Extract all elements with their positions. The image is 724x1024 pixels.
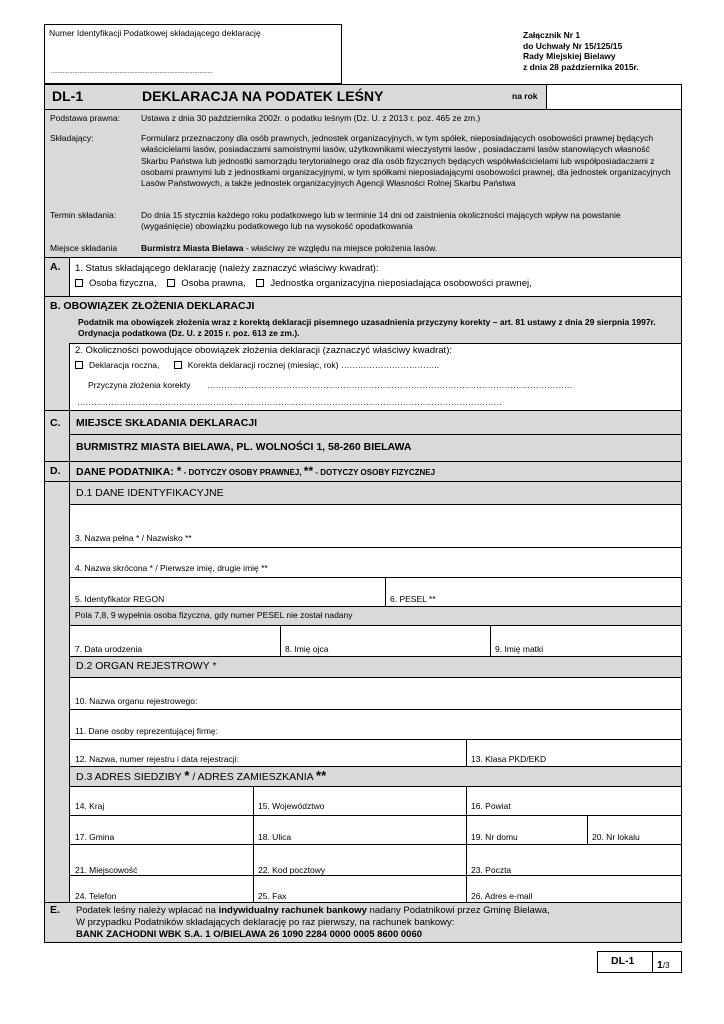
section-e-line1 [76, 905, 550, 916]
section-d-note1: - DOTYCZY OSOBY PRAWNEJ, [181, 468, 304, 477]
label-flat-no: 20. Nr lokalu [592, 832, 640, 842]
legal-basis-label: Podstawa prawna: [50, 113, 120, 123]
deadline-text: Do dnia 15 stycznia każdego roku podatkowego lub w terminie 14 dni od zaistnienia okoliczności mających wpływ na powstanie (wygaśnięcie) obowiązku podatkowego lub na wysokość opodatkowania [141, 210, 621, 232]
section-d-star2: ** [303, 464, 314, 478]
section-e-letter: E. [50, 904, 60, 916]
nip-dots: ................................................................................................. [51, 69, 213, 75]
section-e-line2: W przypadku Podatników składających deklarację po raz pierwszy, na rachunek bankowy: [76, 917, 455, 928]
note-fields-7-9: Pola 7,8, 9 wypełnia osoba fizyczna, gdy numer PESEL nie został nadany [75, 610, 353, 620]
checkbox-natural-person[interactable] [75, 279, 83, 287]
label-mother-name: 9. Imię matki [495, 644, 544, 654]
section-b-note: Podatnik ma obowiązek złożenia wraz z korektą deklaracji pisemnego uzasadnienia przyczyny korekty – art. 81 ustawy z dnia 29 sierpnia 1997r. Ordynacja podatkowa (Dz. U. z 2015 r. poz. 613 ze zm.). [78, 317, 656, 338]
section-c-address: BURMISTRZ MIASTA BIELAWA, PL. WOLNOŚCI 1, 58-260 BIELAWA [76, 441, 412, 453]
place-bold: Burmistrz Miasta Bielawa [141, 243, 244, 253]
label-representative: 11. Dane osoby reprezentującej firmę: [75, 726, 219, 736]
label-locality: 21. Miejscowość [75, 865, 138, 875]
d3-title-b: / ADRES ZAMIESZKANIA [189, 771, 317, 783]
checkbox-legal-person[interactable] [167, 279, 175, 287]
annex-line-1: Załącznik Nr 1 [523, 30, 581, 40]
label-registry-organ: 10. Nazwa organu rejestrowego: [75, 696, 198, 706]
section-c-letter: C. [50, 417, 61, 429]
footer-page-total: /3 [662, 961, 670, 970]
label-post-office: 23. Poczta [471, 865, 512, 875]
label-voivodeship: 15. Województwo [258, 801, 325, 811]
section-d-title-text: DANE PODATNIKA: [76, 466, 177, 478]
status-label: 1. Status składającego deklarację (należy zaznaczyć właściwy kwadrat): [75, 263, 379, 274]
e-line1-c: nadany Podatnikowi przez Gminę Bielawa, [366, 905, 550, 916]
d2-title: D.2 ORGAN REJESTROWY * [76, 660, 217, 672]
annex-line-4: z dnia 28 października 2015r. [523, 61, 639, 72]
deadline-label: Termin składania: [50, 210, 117, 220]
section-d-title [76, 464, 435, 478]
status-options [75, 278, 532, 289]
section-b-title: B. OBOWIĄZEK ZŁOŻENIA DEKLARACJI [50, 300, 255, 312]
label-birth-date: 7. Data urodzenia [75, 644, 143, 654]
d3-star2: ** [316, 768, 327, 783]
label-street: 18. Ulica [258, 832, 292, 842]
year-label: na rok [512, 91, 538, 101]
label-full-name: 3. Nazwa pełna * / Nazwisko ** [75, 533, 192, 543]
label-email: 26. Adres e-mail [471, 891, 533, 901]
annex-line-3: Rady Miejskiej Bielawy [523, 51, 616, 61]
label-pkd: 13. Klasa PKD/EKD [471, 754, 547, 764]
place-text [141, 243, 437, 253]
nip-label: Numer Identyfikacji Podatkowej składającego deklarację [49, 28, 261, 38]
label-regon: 5. Identyfikator REGON [75, 594, 165, 604]
footer-code: DL-1 [611, 955, 635, 967]
year-field[interactable] [547, 85, 681, 109]
label-father-name: 8. Imię ojca [285, 644, 329, 654]
section-d-star1: * [176, 464, 182, 478]
checkbox-org-unit[interactable] [256, 279, 264, 287]
opt-org-unit: Jednostka organizacyjna nieposiadająca osobowości prawnej, [270, 278, 532, 289]
place-rest: - właściwy ze względu na miejsce położenia lasów. [243, 243, 438, 253]
label-short-name: 4. Nazwa skrócona * / Pierwsze imię, drugie imię ** [75, 563, 268, 573]
section-d-note2: - DOTYCZY OSOBY FIZYCZNEJ [313, 468, 436, 477]
reason-dots-2[interactable]: …………………………………………………………………………………………………………………………………… [77, 397, 502, 407]
annex-line-2: do Uchwały Nr 15/125/15 [523, 40, 623, 51]
e-line1-a: Podatek leśny należy wpłacać na [76, 905, 219, 916]
label-phone: 24. Telefon [75, 891, 117, 901]
opt-annual: Deklaracja roczna, [89, 360, 160, 370]
checkbox-correction[interactable] [174, 361, 182, 369]
section-d-letter: D. [50, 465, 61, 477]
footer-page-no: 1 [657, 959, 663, 971]
footer-page [657, 955, 670, 973]
annex-info [523, 30, 639, 72]
section-a-letter: A. [50, 261, 61, 273]
nip-box[interactable] [44, 24, 342, 84]
label-fax: 25. Fax [258, 891, 287, 901]
label-pesel: 6. PESEL ** [390, 594, 436, 604]
label-registry-details: 12. Nazwa, numer rejestru i data rejestracji: [75, 754, 239, 764]
d3-title [76, 768, 326, 783]
opt-natural-person: Osoba fizyczna, [89, 278, 157, 289]
opt-correction: Korekta deklaracji rocznej (miesiąc, rok) …………………………….. [187, 360, 440, 370]
legal-basis-text: Ustawa z dnia 30 października 2002r. o podatku leśnym (Dz. U. z 2013 r. poz. 465 ze zm.) [141, 113, 481, 123]
label-commune: 17. Gmina [75, 832, 115, 842]
checkbox-annual[interactable] [75, 361, 83, 369]
reason-dots[interactable]: ………………………………………………………………………………………………………………… [207, 380, 573, 390]
circumstances-label: 2. Okoliczności powodujące obowiązek złożenia deklaracji (zaznaczyć właściwy kwadrat): [75, 345, 452, 356]
reason-label: Przyczyna złożenia korekty [88, 380, 191, 390]
place-label: Miejsce składania [50, 243, 118, 253]
e-line1-b: indywidualny rachunek bankowy [218, 905, 367, 916]
form-code: DL-1 [52, 88, 84, 104]
label-county: 16. Powiat [471, 801, 511, 811]
label-house-no: 19. Nr domu [471, 832, 518, 842]
d1-title: D.1 DANE IDENTYFIKACYJNE [76, 487, 224, 499]
section-e-account: BANK ZACHODNI WBK S.A. 1 O/BIELAWA 26 1090 2284 0000 0005 8600 0060 [76, 929, 423, 940]
label-postal-code: 22. Kod pocztowy [258, 865, 326, 875]
form-title: DEKLARACJA NA PODATEK LEŚNY [142, 88, 384, 104]
circumstances-options [75, 360, 439, 370]
filer-text: Formularz przeznaczony dla osób prawnych, jednostek organizacyjnych, w tym spółek, nieposiadających osobowości prawnej będących właścicielami lasów, posiadaczami samoistnymi lasów, użytkownikami wieczystymi lasów , posiadaczami lasów stanowiących własność Skarbu Państwa lub jednostki samorządu terytorialnego oraz dla osób fizycznych będących współwłaścicielami lub współposiadaczami z osobami prawnymi lub z jednostkami organizacyjnymi, w tym spółkami nieposiadającymi osobowości prawnej, dla jednostek organizacyjnych Lasów Państwowych, a także jednostek organizacyjnych Agencji Własności Rolnej Skarbu Państwa [141, 133, 671, 189]
d3-title-a: D.3 ADRES SIEDZIBY [76, 771, 185, 783]
section-c-title: MIEJSCE SKŁADANIA DEKLARACJI [76, 417, 258, 429]
opt-legal-person: Osoba prawna, [181, 278, 246, 289]
filer-label: Składający: [50, 133, 94, 143]
d3-star1: * [184, 768, 190, 783]
label-country: 14. Kraj [75, 801, 105, 811]
